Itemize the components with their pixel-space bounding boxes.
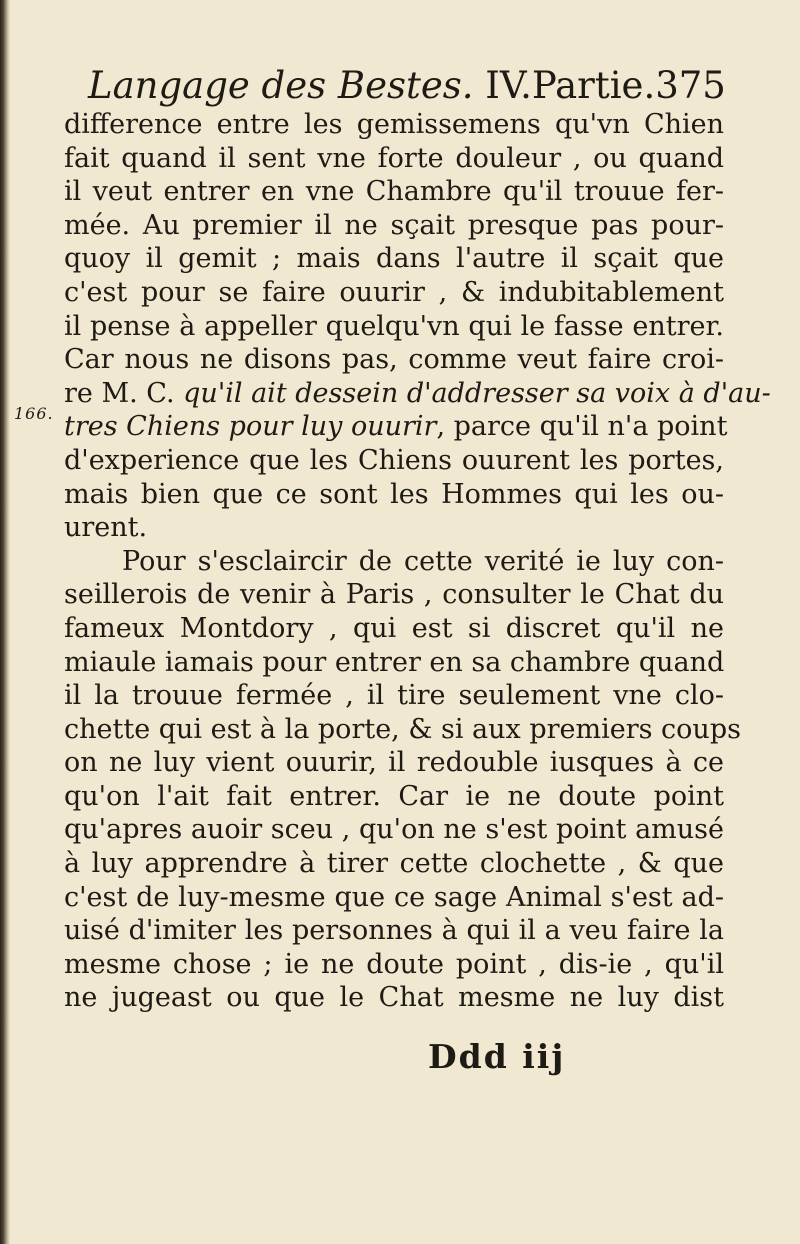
text-line: fait quand il sent vne forte douleur , ou quand xyxy=(64,142,724,174)
text-line: fameux Montdory , qui est si discret qu'il ne xyxy=(64,612,724,644)
italic-quote: tres Chiens pour luy ouurir xyxy=(64,411,437,443)
running-head-title: Langage des Bestes. xyxy=(88,64,474,107)
page-number: 375 xyxy=(655,64,726,107)
text-line: seillerois de venir à Paris , consulter le Chat du xyxy=(64,579,724,611)
text-line: difference entre les gemissemens qu'vn Chien xyxy=(64,109,724,140)
text-line: c'est pour se faire ouurir , & indubitablement xyxy=(64,276,724,308)
text-line: uisé d'imiter les personnes à qui il a veu faire la xyxy=(64,915,724,947)
book-gutter-edge xyxy=(0,0,10,1244)
text-line: qu'on l'ait fait entrer. Car ie ne doute point xyxy=(64,780,724,812)
running-head xyxy=(88,62,758,110)
margin-note: 166. xyxy=(14,404,54,423)
text-line: miaule iamais pour entrer en sa chambre quand xyxy=(64,646,725,678)
text-line: Car nous ne disons pas, comme veut faire croi- xyxy=(64,344,724,376)
text-line: urent. xyxy=(64,512,148,544)
italic-quote: qu'il ait dessein d'addresser sa voix à d'au- xyxy=(183,377,771,409)
signature-mark: Ddd iij xyxy=(428,1037,566,1076)
text-line: il veut entrer en vne Chambre qu'il trouue fer- xyxy=(64,176,724,208)
text-line: c'est de luy-mesme que ce sage Animal s'est ad- xyxy=(64,881,724,913)
text-line: il pense à appeller quelqu'vn qui le fasse entrer. xyxy=(64,310,724,342)
running-head-section: IV.Partie. xyxy=(485,64,656,107)
text-line: à luy apprendre à tirer cette clochette , & que xyxy=(64,848,724,880)
text-line: on ne luy vient ouurir, il redouble iusques à ce xyxy=(64,747,724,779)
text-line: tres Chiens pour luy ouurir, parce qu'il n'a point xyxy=(64,411,728,443)
text-line: il la trouue fermée , il tire seulement vne clo- xyxy=(64,680,724,712)
text-line: ne jugeast ou que le Chat mesme ne luy dist xyxy=(64,982,724,1014)
body-text xyxy=(64,108,771,1015)
text-line: re M. C. qu'il ait dessein d'addresser sa voix à d'au- xyxy=(64,377,771,409)
text-line: mesme chose ; ie ne doute point , dis-ie , qu'il xyxy=(64,948,724,980)
text-line: mais bien que ce sont les Hommes qui les ou- xyxy=(64,478,724,510)
text-line: quoy il gemit ; mais dans l'autre il sçait que xyxy=(64,243,724,275)
text-line: qu'apres auoir sceu , qu'on ne s'est point amusé xyxy=(64,814,724,846)
text-line: Pour s'esclaircir de cette verité ie luy con- xyxy=(122,545,724,577)
text-line: mée. Au premier il ne sçait presque pas pour- xyxy=(64,209,724,241)
text-line: d'experience que les Chiens ouurent les portes, xyxy=(64,444,724,476)
text-line: chette qui est à la porte, & si aux premiers coups xyxy=(64,713,741,745)
